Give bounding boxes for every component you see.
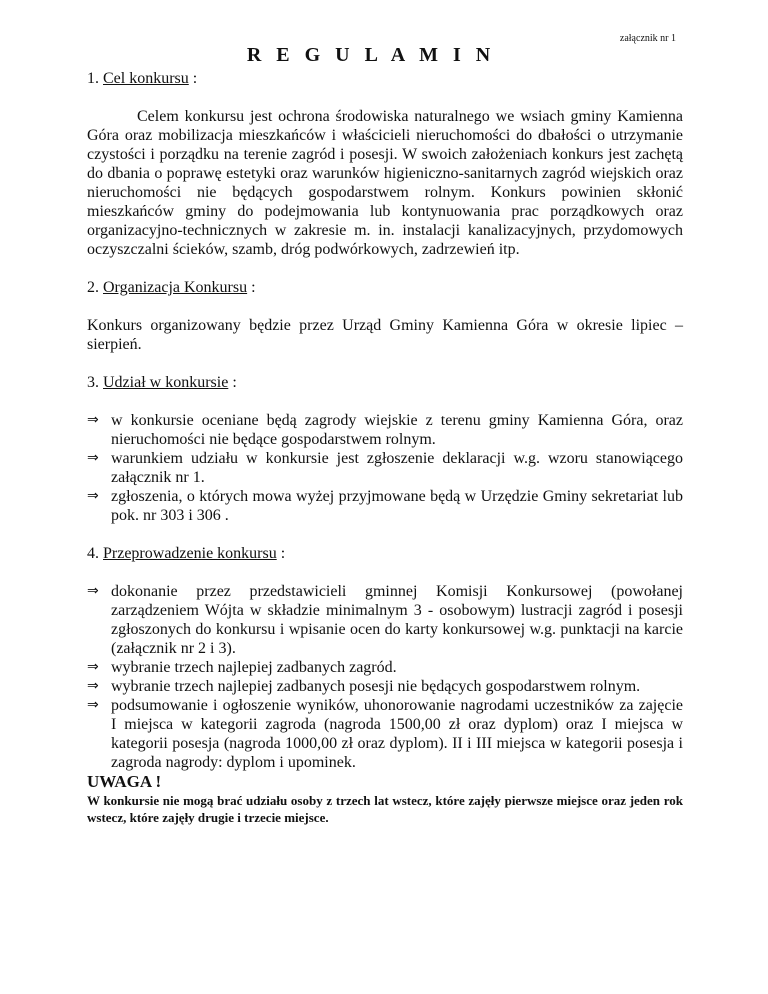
list-item xyxy=(87,658,683,677)
section-2-body: Konkurs organizowany będzie przez Urząd Gminy Kamienna Góra w okresie lipiec – sierpień. xyxy=(87,317,683,353)
list-item xyxy=(87,411,683,449)
section-3-list xyxy=(87,411,683,525)
arrow-icon: ⇒ xyxy=(87,583,99,599)
warning-text: W konkursie nie mogą brać udziału osoby z trzech lat wstecz, które zajęły pierwsze miejsce oraz jeden rok wstecz, które zajęły drugie i trzecie miejsce. xyxy=(87,793,683,825)
section-suffix: : xyxy=(247,279,256,296)
list-item-text: zgłoszenia, o których mowa wyżej przyjmowane będą w Urzędzie Gminy sekretariat lub pok. nr 303 i 306 . xyxy=(111,488,683,524)
section-4-list xyxy=(87,582,683,772)
section-heading-4 xyxy=(87,544,683,563)
warning-title: UWAGA ! xyxy=(87,772,162,791)
section-number: 4. xyxy=(87,545,99,562)
list-item-text: podsumowanie i ogłoszenie wyników, uhonorowanie nagrodami uczestników za zajęcie I miejsca w kategorii zagroda (nagroda 1500,00 zł oraz dyplom) oraz I miejsca w kategorii posesja (nagroda 1000,00 zł oraz dyplom). II i III miejsca w kategorii posesja i zagroda nagrody: dyplom i upominek. xyxy=(111,697,683,771)
list-item-text: warunkiem udziału w konkursie jest zgłoszenie deklaracji w.g. wzoru stanowiącego załącznik nr 1. xyxy=(111,450,683,486)
arrow-icon: ⇒ xyxy=(87,450,99,466)
section-heading-2 xyxy=(87,278,683,297)
section-number: 2. xyxy=(87,279,99,296)
list-item-text: wybranie trzech najlepiej zadbanych posesji nie będących gospodarstwem rolnym. xyxy=(111,678,641,695)
section-title: Przeprowadzenie konkursu xyxy=(103,545,277,562)
arrow-icon: ⇒ xyxy=(87,659,99,675)
document-body xyxy=(87,69,683,826)
list-item xyxy=(87,582,683,658)
list-item-text: wybranie trzech najlepiej zadbanych zagród. xyxy=(111,659,397,676)
section-title: Organizacja Konkursu xyxy=(103,279,248,296)
section-1-body: Celem konkursu jest ochrona środowiska naturalnego we wsiach gminy Kamienna Góra oraz mobilizacja mieszkańców i właścicieli nieruchomości do dbałości o utrzymanie czystości i porządku na terenie zagród i posesji. W swoich założeniach konkurs jest zachętą do dbania o poprawę estetyki oraz warunków higieniczno-sanitarnych zagród wiejskich oraz nieruchomości nie będących gospodarstwem rolnym. Konkurs powinien skłonić mieszkańców gminy do podejmowania lub kontynuowania prac porządkowych oraz organizacyjno-technicznych w zakresie m. in. instalacji kanalizacyjnych, przydomowych oczyszczalni ścieków, szamb, dróg podwórkowych, zadrzewień itp. xyxy=(87,108,683,258)
section-number: 1. xyxy=(87,70,99,87)
list-item xyxy=(87,449,683,487)
section-suffix: : xyxy=(188,70,198,87)
arrow-icon: ⇒ xyxy=(87,412,99,428)
section-suffix: : xyxy=(276,545,286,562)
list-item xyxy=(87,487,683,525)
section-title: Cel konkursu xyxy=(103,70,189,87)
arrow-icon: ⇒ xyxy=(87,488,99,504)
section-heading-1 xyxy=(87,69,683,88)
list-item xyxy=(87,696,683,772)
list-item-text: w konkursie oceniane będą zagrody wiejskie z terenu gminy Kamienna Góra, oraz nieruchomości nie będące gospodarstwem rolnym. xyxy=(111,412,683,448)
annex-label: załącznik nr 1 xyxy=(619,33,676,44)
list-item xyxy=(87,677,683,696)
section-title: Udział w konkursie xyxy=(103,374,229,391)
list-item-text: dokonanie przez przedstawicieli gminnej Komisji Konkursowej (powołanej zarządzeniem Wójta w składzie minimalnym 3 - osobowym) lustracji zagród i posesji zgłoszonych do konkursu i wpisanie ocen do karty konkursowej w.g. punktacji na karcie (załącznik nr 2 i 3). xyxy=(111,583,683,657)
section-heading-3 xyxy=(87,373,683,392)
arrow-icon: ⇒ xyxy=(87,697,99,713)
page-title: R E G U L A M I N xyxy=(246,44,496,66)
arrow-icon: ⇒ xyxy=(87,678,99,694)
section-suffix: : xyxy=(228,374,237,391)
section-number: 3. xyxy=(87,374,99,391)
